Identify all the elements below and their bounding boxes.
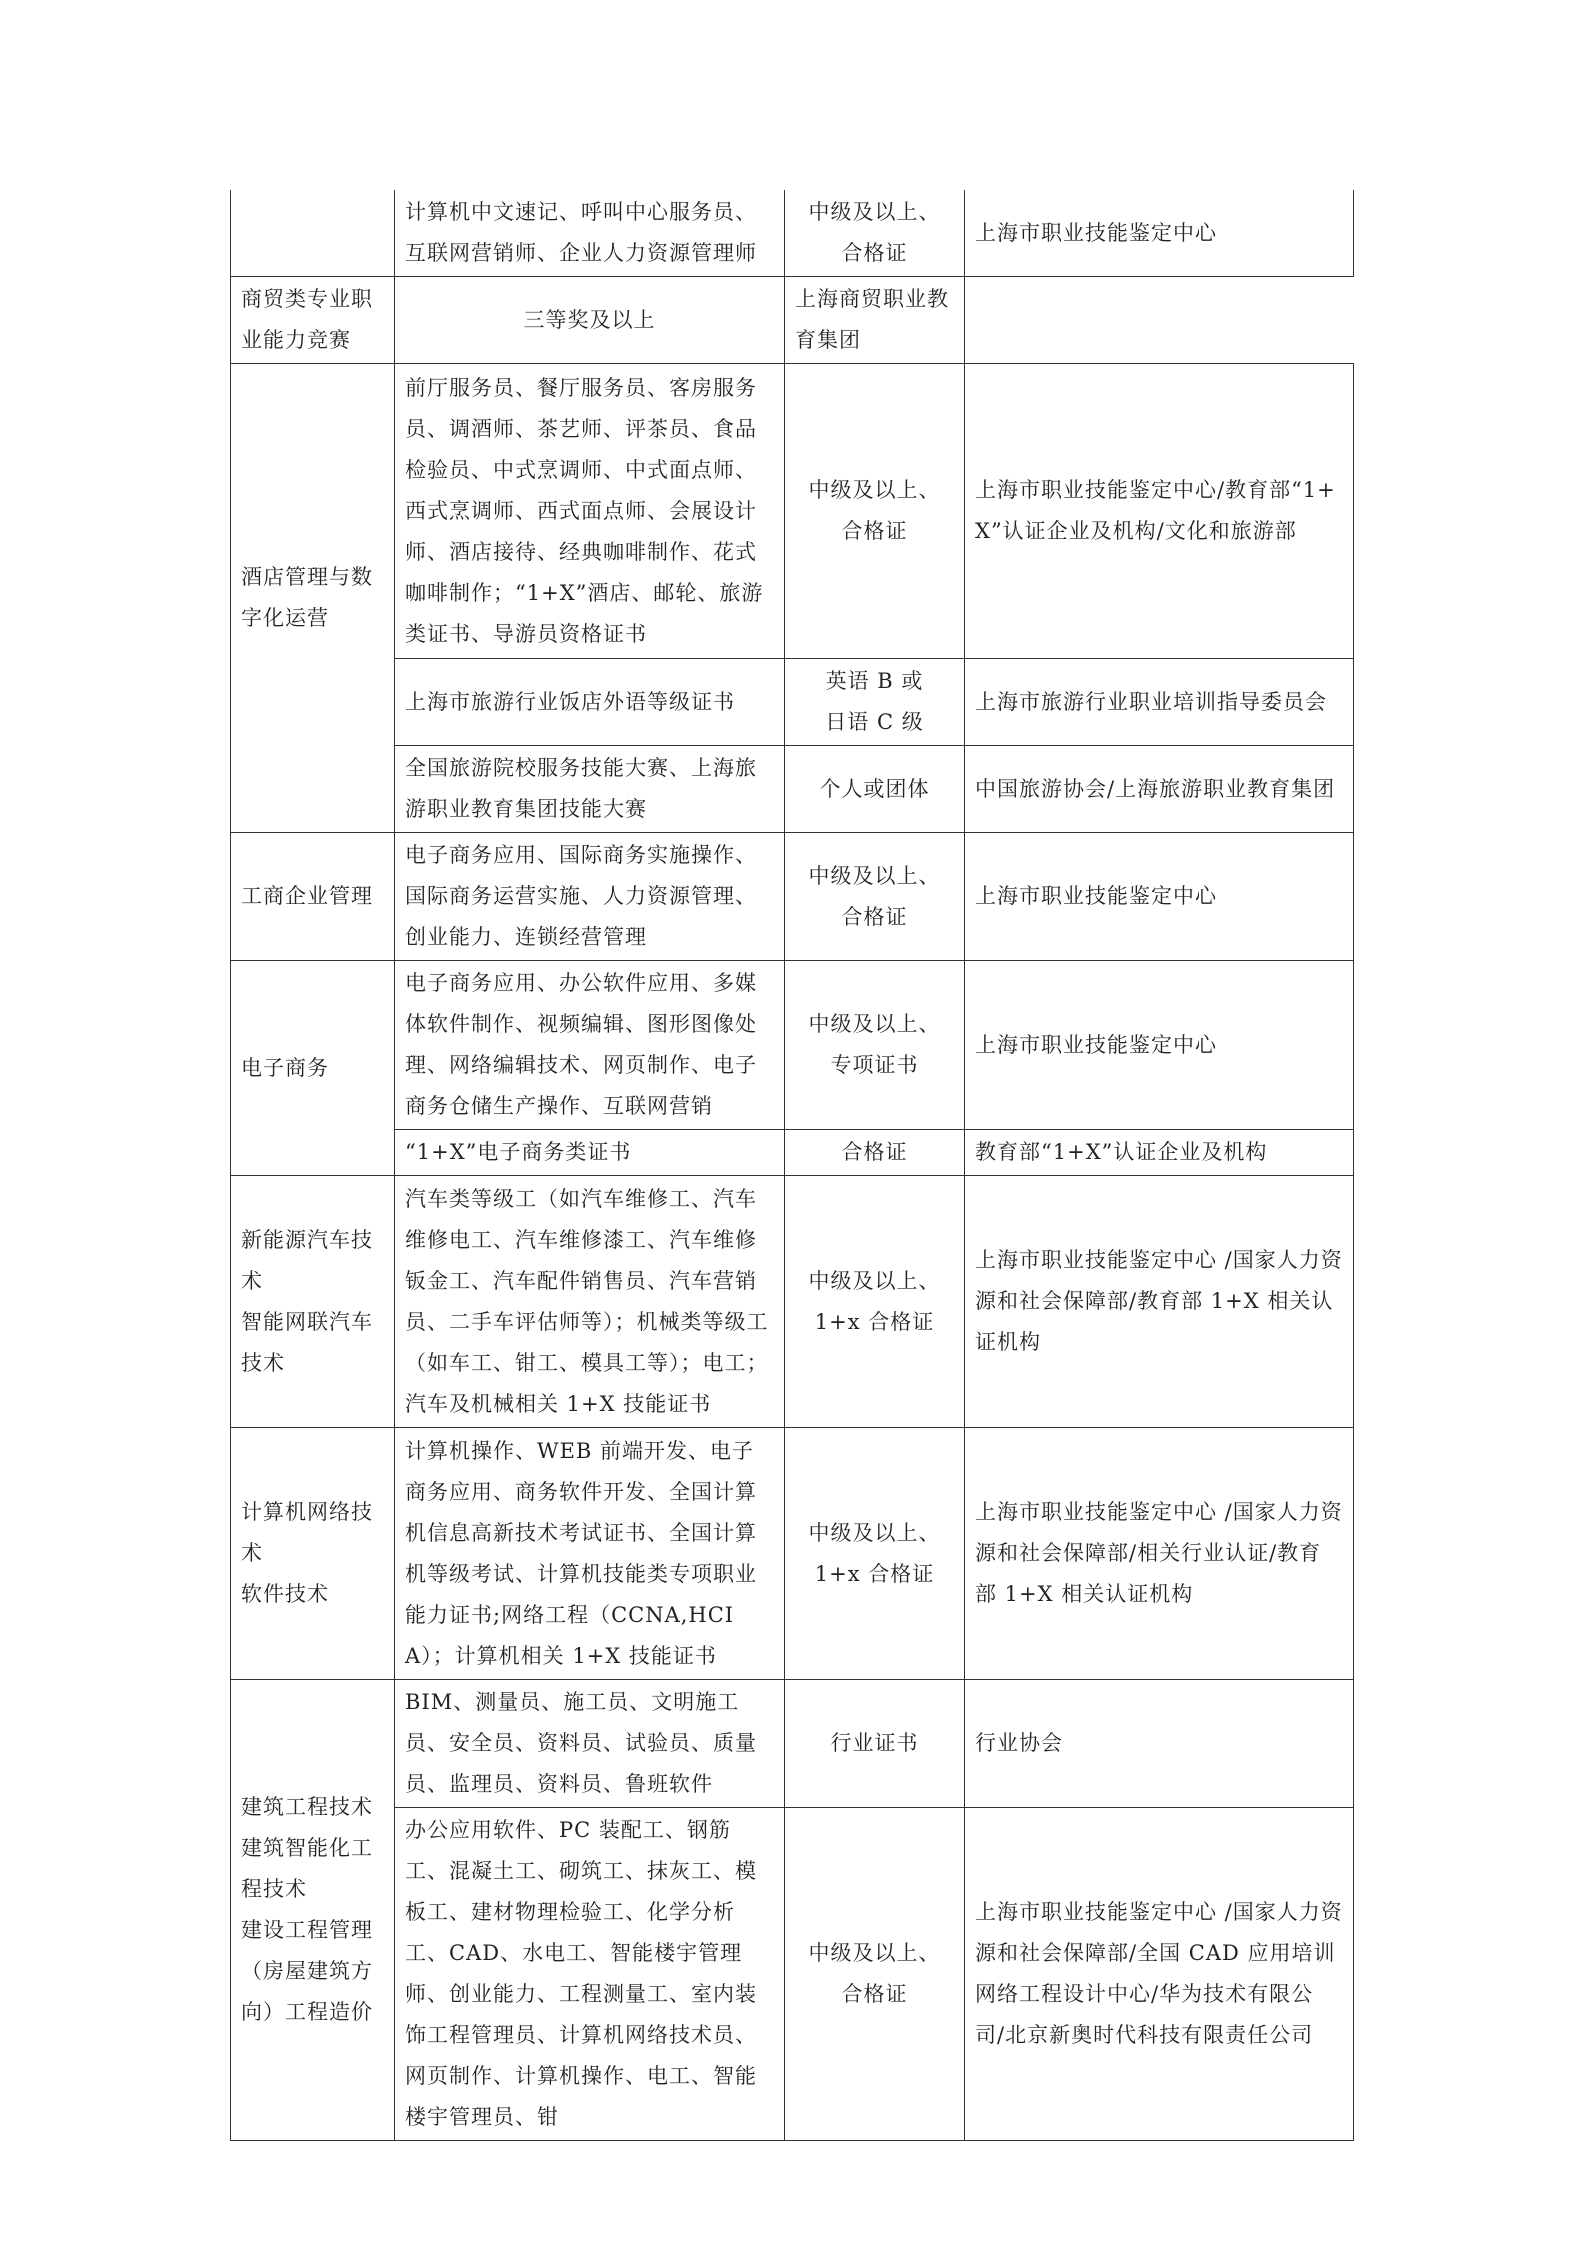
level-line: 行业证书 (830, 1731, 919, 1755)
certificate-cell: “1+X”电子商务类证书 (395, 1130, 785, 1176)
organization-cell: 上海市职业技能鉴定中心/教育部“1+X”认证企业及机构/文化和旅游部 (965, 364, 1354, 659)
table-row (231, 746, 1354, 833)
level-cell (785, 1176, 965, 1428)
level-line: 个人或团体 (819, 776, 930, 801)
major-cell (231, 364, 395, 833)
organization-cell: 上海市职业技能鉴定中心 (965, 961, 1354, 1130)
organization-cell: 上海市职业技能鉴定中心 /国家人力资源和社会保障部/相关行业认证/教育部 1+X 相关认证机构 (965, 1428, 1354, 1680)
level-line: 中级及以上、 (808, 863, 941, 888)
level-line: 中级及以上、 (808, 1520, 941, 1545)
level-cell (785, 961, 965, 1130)
certificate-cell: 汽车类等级工（如汽车维修工、汽车维修电工、汽车维修漆工、汽车维修钣金工、汽车配件销售员、汽车营销员、二手车评估师等）；机械类等级工（如车工、钳工、模具工等）；电工；汽车及机械相关 1+X 技能证书 (395, 1176, 785, 1428)
table-row (231, 961, 1354, 1130)
major-name: 建筑智能化工程技术 (241, 1836, 373, 1901)
level-line: 合格证 (841, 1982, 908, 2006)
certificate-cell: 上海市旅游行业饭店外语等级证书 (395, 659, 785, 746)
certificate-cell: 全国旅游院校服务技能大赛、上海旅游职业教育集团技能大赛 (395, 746, 785, 833)
major-name: 建设工程管理（房屋建筑方向）工程造价 (241, 1918, 373, 2024)
level-line: 中级及以上、 (808, 1941, 941, 1965)
major-name: 软件技术 (241, 1582, 329, 1606)
major-name: 建筑工程技术 (241, 1795, 373, 1819)
table-row (231, 1808, 1354, 2141)
organization-cell: 上海市旅游行业职业培训指导委员会 (965, 659, 1354, 746)
level-cell (785, 1680, 965, 1808)
major-cell (231, 1176, 395, 1428)
major-name: 工商企业管理 (241, 884, 373, 908)
organization-cell: 上海市职业技能鉴定中心 /国家人力资源和社会保障部/教育部 1+X 相关认证机构 (965, 1176, 1354, 1428)
major-cell (231, 833, 395, 961)
level-cell (785, 1808, 965, 2141)
level-cell (785, 659, 965, 746)
level-line: 1+x 合格证 (814, 1309, 935, 1334)
table-row (231, 277, 1354, 364)
level-line: 英语 B 或 (825, 669, 924, 693)
organization-cell: 上海市职业技能鉴定中心 (965, 190, 1354, 277)
level-cell (785, 364, 965, 659)
level-line: 中级及以上、 (808, 200, 941, 224)
level-cell (785, 1130, 965, 1176)
table-row (231, 659, 1354, 746)
level-line: 合格证 (841, 904, 908, 929)
level-line: 中级及以上、 (808, 1268, 941, 1293)
certificate-cell: 电子商务应用、国际商务实施操作、国际商务运营实施、人力资源管理、创业能力、连锁经营管理 (395, 833, 785, 961)
level-line: 日语 C 级 (825, 710, 924, 734)
level-line: 1+x 合格证 (814, 1561, 935, 1586)
major-cell (231, 1680, 395, 2141)
major-cell (231, 190, 395, 277)
major-name: 智能网联汽车技术 (241, 1309, 373, 1375)
table-row (231, 1130, 1354, 1176)
level-cell (785, 1428, 965, 1680)
organization-cell: 行业协会 (965, 1680, 1354, 1808)
table-row (231, 1680, 1354, 1808)
major-name: 酒店管理与数字化运营 (241, 565, 373, 630)
level-line: 合格证 (841, 1140, 908, 1164)
level-line: 合格证 (841, 519, 908, 543)
certificate-cell: BIM、测量员、施工员、文明施工员、安全员、资料员、试验员、质量员、监理员、资料员、鲁班软件 (395, 1680, 785, 1808)
level-cell (785, 746, 965, 833)
certificate-cell: 商贸类专业职业能力竞赛 (231, 277, 395, 364)
certificate-cell: 计算机中文速记、呼叫中心服务员、互联网营销师、企业人力资源管理师 (395, 190, 785, 277)
level-line: 中级及以上、 (808, 1012, 941, 1036)
major-name: 电子商务 (241, 1055, 329, 1080)
organization-cell: 上海市职业技能鉴定中心 (965, 833, 1354, 961)
certificate-cell: 电子商务应用、办公软件应用、多媒体软件制作、视频编辑、图形图像处理、网络编辑技术、网页制作、电子商务仓储生产操作、互联网营销 (395, 961, 785, 1130)
organization-cell: 中国旅游协会/上海旅游职业教育集团 (965, 746, 1354, 833)
level-line: 中级及以上、 (808, 478, 941, 502)
major-name: 计算机网络技术 (241, 1500, 373, 1565)
major-cell (231, 1428, 395, 1680)
table-row (231, 190, 1354, 277)
table-row (231, 833, 1354, 961)
certificate-cell: 前厅服务员、餐厅服务员、客房服务员、调酒师、茶艺师、评茶员、食品检验员、中式烹调师、中式面点师、西式烹调师、西式面点师、会展设计师、酒店接待、经典咖啡制作、花式咖啡制作；“1+X”酒店、邮轮、旅游类证书、导游员资格证书 (395, 364, 785, 659)
level-cell (785, 833, 965, 961)
level-line: 合格证 (841, 241, 908, 265)
level-cell (395, 277, 785, 364)
certificate-cell: 计算机操作、WEB 前端开发、电子商务应用、商务软件开发、全国计算机信息高新技术考试证书、全国计算机等级考试、计算机技能类专项职业能力证书;网络工程（CCNA,HCIA）；计算机相关 1+X 技能证书 (395, 1428, 785, 1680)
major-name: 新能源汽车技术 (241, 1227, 373, 1293)
organization-cell: 教育部“1+X”认证企业及机构 (965, 1130, 1354, 1176)
table-row (231, 364, 1354, 659)
level-line: 专项证书 (830, 1053, 919, 1077)
major-cell (231, 961, 395, 1176)
table-row (231, 1428, 1354, 1680)
organization-cell: 上海商贸职业教育集团 (785, 277, 965, 364)
certificate-table (230, 190, 1354, 2141)
table-row (231, 1176, 1354, 1428)
level-line: 三等奖及以上 (523, 307, 656, 332)
level-cell (785, 190, 965, 277)
organization-cell: 上海市职业技能鉴定中心 /国家人力资源和社会保障部/全国 CAD 应用培训网络工程设计中心/华为技术有限公司/北京新奥时代科技有限责任公司 (965, 1808, 1354, 2141)
certificate-cell: 办公应用软件、PC 装配工、钢筋工、混凝土工、砌筑工、抹灰工、模板工、建材物理检验工、化学分析工、CAD、水电工、智能楼宇管理师、创业能力、工程测量工、室内装饰工程管理员、计算机网络技术员、网页制作、计算机操作、电工、智能楼宇管理员、钳 (395, 1808, 785, 2141)
